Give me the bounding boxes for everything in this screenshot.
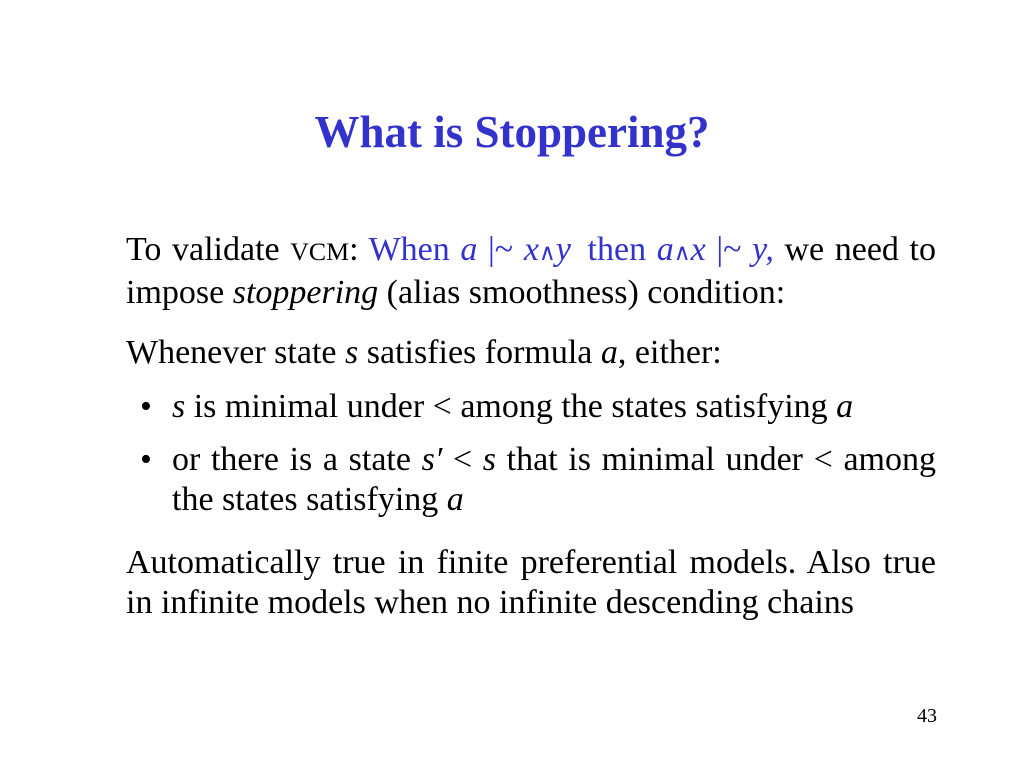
formula-when: When xyxy=(368,231,461,268)
condition-text: Whenever state xyxy=(126,334,345,371)
condition-text: , either: xyxy=(617,334,722,371)
variable-x: x xyxy=(523,231,539,268)
variable-a: a xyxy=(600,334,618,371)
variable-s: s xyxy=(172,388,186,425)
slide-title: What is Stoppering? xyxy=(314,107,710,157)
intro-text: To validate xyxy=(126,231,291,268)
intro-text: (alias smoothness) condition: xyxy=(378,274,786,311)
formula-then: then xyxy=(576,231,657,268)
variable-a: a xyxy=(446,481,464,518)
and-symbol: ∧ xyxy=(673,240,691,266)
bullet-item-2-line-1 xyxy=(172,440,936,480)
bullet-item-2-line-2 xyxy=(172,480,936,520)
less-than-symbol: < xyxy=(442,441,483,478)
variable-y: y xyxy=(555,231,571,268)
conclusion-line-2 xyxy=(126,583,936,623)
term-stoppering: stoppering xyxy=(232,274,379,311)
variable-a: a xyxy=(836,388,854,425)
conclusion-text: in infinite models when no infinite descending chains xyxy=(126,584,855,621)
condition-text: satisfies formula xyxy=(358,334,601,371)
variable-s: s xyxy=(482,441,496,478)
intro-text: we need to xyxy=(773,231,936,268)
variable-a: a xyxy=(460,231,478,268)
intro-text: : xyxy=(349,231,369,268)
bullet-text: or there is a state xyxy=(172,441,422,478)
bullet-marker: • xyxy=(140,388,152,425)
entails-symbol: |~ xyxy=(705,231,753,268)
variable-a: a xyxy=(656,231,674,268)
bullet-text: is minimal under < among the states satisfying xyxy=(185,388,837,425)
condition-line xyxy=(126,333,936,373)
variable-s-prime: s′ xyxy=(421,441,443,478)
conclusion-line-1 xyxy=(126,543,936,583)
entails-symbol: |~ xyxy=(477,231,524,268)
conclusion-text: Automatically true in finite preferential models. Also true xyxy=(126,544,936,581)
variable-s: s xyxy=(345,334,359,371)
bullet-text: the states satisfying xyxy=(172,481,447,518)
bullet-text: that is minimal under < among xyxy=(495,441,936,478)
intro-line-2 xyxy=(126,273,936,313)
variable-x: x xyxy=(690,231,706,268)
bullet-item-1 xyxy=(172,387,936,427)
bullet-marker: • xyxy=(140,441,152,478)
variable-y: y, xyxy=(752,231,774,268)
and-symbol: ∧ xyxy=(538,240,556,266)
page-number: 43 xyxy=(917,705,937,727)
intro-line-1 xyxy=(126,230,936,273)
rule-name-vcm: VCM xyxy=(290,237,350,266)
intro-text: impose xyxy=(126,274,233,311)
